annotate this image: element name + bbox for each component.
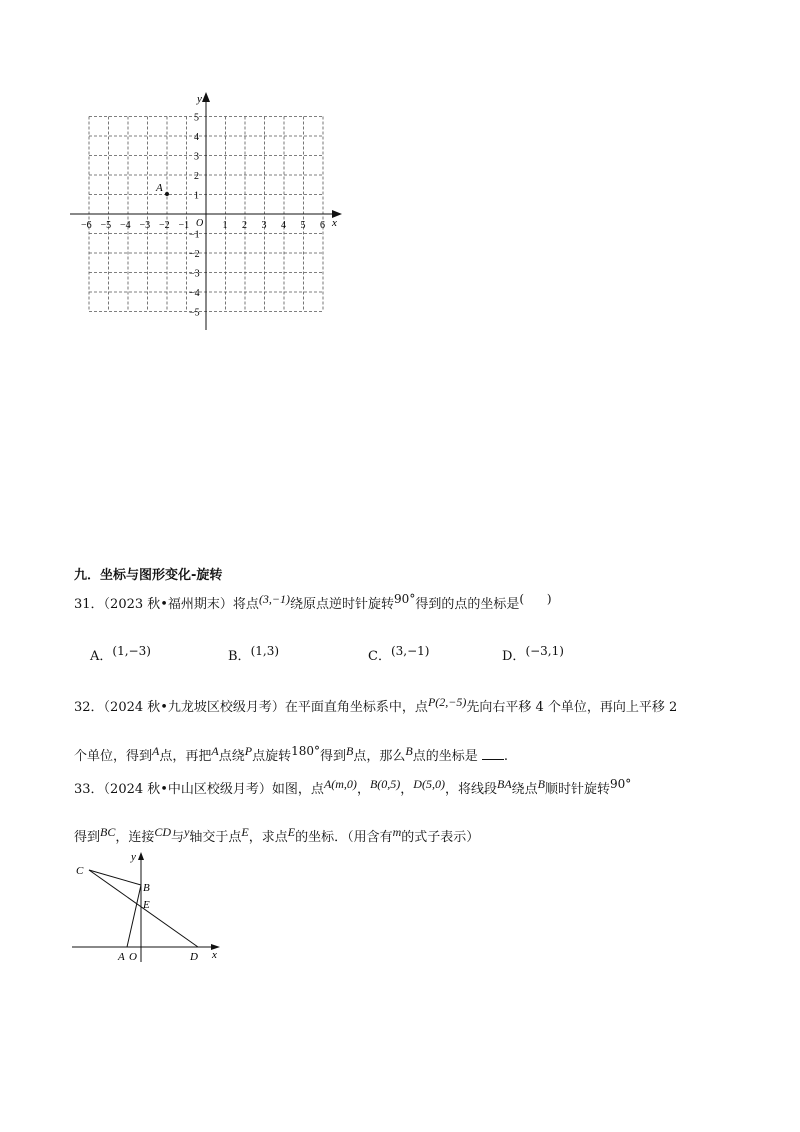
x-tick-label: −2 [159, 220, 170, 231]
q32-var-p: P [244, 744, 253, 758]
y-tick-label: 4 [194, 132, 199, 143]
segment-ba [127, 885, 141, 947]
y-tick-label: −2 [189, 249, 200, 260]
question-31 [74, 592, 552, 613]
segment-bc [89, 870, 141, 885]
q32-end: . [503, 749, 509, 764]
q33-text-9: ，求点 [248, 830, 288, 845]
q32-text-3: 个单位，得到 [74, 749, 153, 764]
q33-text-4: 顺时针旋转 [545, 782, 611, 797]
q31-point: (3,−1) [258, 592, 291, 606]
q33-text-2: ，将线段 [444, 782, 497, 797]
q32-text-9: 点的坐标是 [412, 749, 478, 764]
x-tick-label: 5 [300, 220, 306, 231]
q31-option-c-letter: C． [368, 649, 391, 664]
q31-angle: 90° [394, 592, 416, 606]
y-tick-label: −1 [189, 229, 200, 241]
fig2-label-x: x [212, 949, 217, 961]
q32-angle: 180° [291, 744, 320, 758]
x-tick-label: 6 [320, 220, 325, 231]
q31-number: 31． [74, 597, 104, 612]
q33-var-e2: E [287, 825, 296, 839]
y-axis-label: y [197, 93, 202, 105]
y-tick-label: 5 [194, 112, 199, 124]
fig2-label-e: E [143, 899, 150, 911]
q33-segment-bc: BC [100, 825, 116, 839]
y-tick-labels [189, 113, 200, 319]
x-axis-label: x [332, 217, 337, 229]
y-tick-label: −4 [189, 288, 200, 299]
q31-option-c-value: (3,−1) [390, 644, 430, 658]
q32-text-1: （2024 秋•九龙坡区校级月考）在平面直角坐标系中，点 [103, 700, 428, 715]
q31-option-a-value: (1,−3) [112, 644, 151, 658]
question-32-line-2 [74, 744, 509, 765]
fig2-label-c: C [76, 865, 84, 877]
question-33-figure [70, 850, 230, 965]
x-tick-label: −4 [120, 220, 131, 231]
q31-option-d-letter: D． [502, 649, 526, 664]
question-33-line-1 [74, 777, 632, 798]
question-33-line-2 [74, 825, 480, 846]
q32-var-b: B [346, 744, 354, 758]
point-a-label: A [156, 182, 163, 194]
q32-var-a2: A [211, 744, 219, 758]
fig2-label-a: A [118, 951, 125, 963]
q31-option-c[interactable] [368, 644, 430, 665]
q33-text-10: 的坐标．（用含有 [295, 830, 393, 845]
q32-var-b2: B [405, 744, 413, 758]
q31-option-a-letter: A． [90, 649, 113, 664]
q33-text-11: 的式子表示） [401, 830, 480, 845]
q33-var-b: B [537, 777, 546, 791]
q31-option-b[interactable] [228, 644, 280, 665]
q33-segment-cd: CD [154, 825, 172, 839]
x-tick-label: 4 [281, 220, 286, 231]
q32-text-6: 点旋转 [252, 749, 292, 764]
q32-answer-blank[interactable] [482, 747, 504, 760]
y-tick-label: 3 [194, 151, 199, 163]
q31-mid: 绕原点逆时针旋转 [290, 597, 395, 612]
y-tick-label: 1 [194, 190, 199, 202]
x-tick-label: 3 [261, 220, 267, 231]
q33-var-y: y [184, 825, 190, 839]
q33-var-e: E [241, 825, 249, 839]
q33-var-m: m [392, 825, 402, 839]
q33-text-7: 与 [171, 830, 185, 845]
q33-text-6: ，连接 [115, 830, 155, 845]
y-tick-label: 2 [194, 171, 199, 182]
q33-text-5: 得到 [74, 830, 101, 845]
q33-point-d: D(5,0) [413, 777, 445, 791]
coordinate-grid-figure [70, 90, 360, 340]
x-tick-label: −5 [100, 220, 112, 231]
x-tick-label: −3 [139, 220, 151, 231]
q33-segment-ba: BA [496, 777, 512, 791]
q33-comma-2: ， [400, 782, 414, 797]
q31-option-d-value: (−3,1) [525, 644, 564, 658]
fig2-label-o: O [129, 951, 137, 963]
q31-source: （2023 秋•福州期末）将点 [103, 597, 259, 612]
fig2-y-arrow [138, 852, 144, 860]
y-axis-arrow [202, 92, 210, 102]
q33-point-b: B(0,5) [369, 777, 401, 791]
q33-number: 33． [74, 782, 104, 797]
q32-number: 32． [74, 700, 104, 715]
x-tick-label: −1 [178, 220, 190, 231]
q33-point-a: A(m,0) [323, 777, 357, 791]
q33-text-1: （2024 秋•中山区校级月考）如图，点 [103, 782, 324, 797]
q33-angle: 90° [610, 777, 632, 791]
q32-var-a: A [152, 744, 160, 758]
x-tick-label: −6 [81, 220, 92, 231]
fig2-label-d: D [190, 951, 198, 963]
q31-tail: 得到的点的坐标是 [415, 597, 520, 612]
y-tick-label: −5 [189, 307, 200, 319]
x-tick-label: 1 [222, 220, 228, 231]
q32-point-p: P(2,−5) [427, 695, 467, 709]
question-32-line-1 [74, 695, 678, 716]
origin-label: O [196, 218, 204, 229]
q31-option-d[interactable] [502, 644, 564, 665]
fig2-label-y: y [131, 851, 136, 863]
section-title: 九．坐标与图形变化-旋转 [74, 568, 223, 583]
q31-answer-paren: ( ) [519, 592, 552, 606]
y-tick-label: −3 [189, 268, 200, 280]
q33-text-3: 绕点 [511, 782, 538, 797]
q32-text-5: 点绕 [218, 749, 245, 764]
q31-option-b-letter: B． [228, 649, 251, 664]
q32-text-4: 点，再把 [159, 749, 212, 764]
fig2-label-b: B [143, 882, 150, 894]
q32-text-8: 点，那么 [353, 749, 406, 764]
q31-option-b-value: (1,3) [250, 644, 280, 658]
q32-text-2: 先向右平移 4 个单位，再向上平移 2 [466, 700, 678, 715]
x-tick-label: 2 [242, 220, 247, 231]
point-a [165, 192, 169, 196]
q31-option-a[interactable] [90, 644, 151, 665]
q33-comma-1: ， [356, 782, 370, 797]
q32-text-7: 得到 [320, 749, 347, 764]
q33-text-8: 轴交于点 [189, 830, 242, 845]
